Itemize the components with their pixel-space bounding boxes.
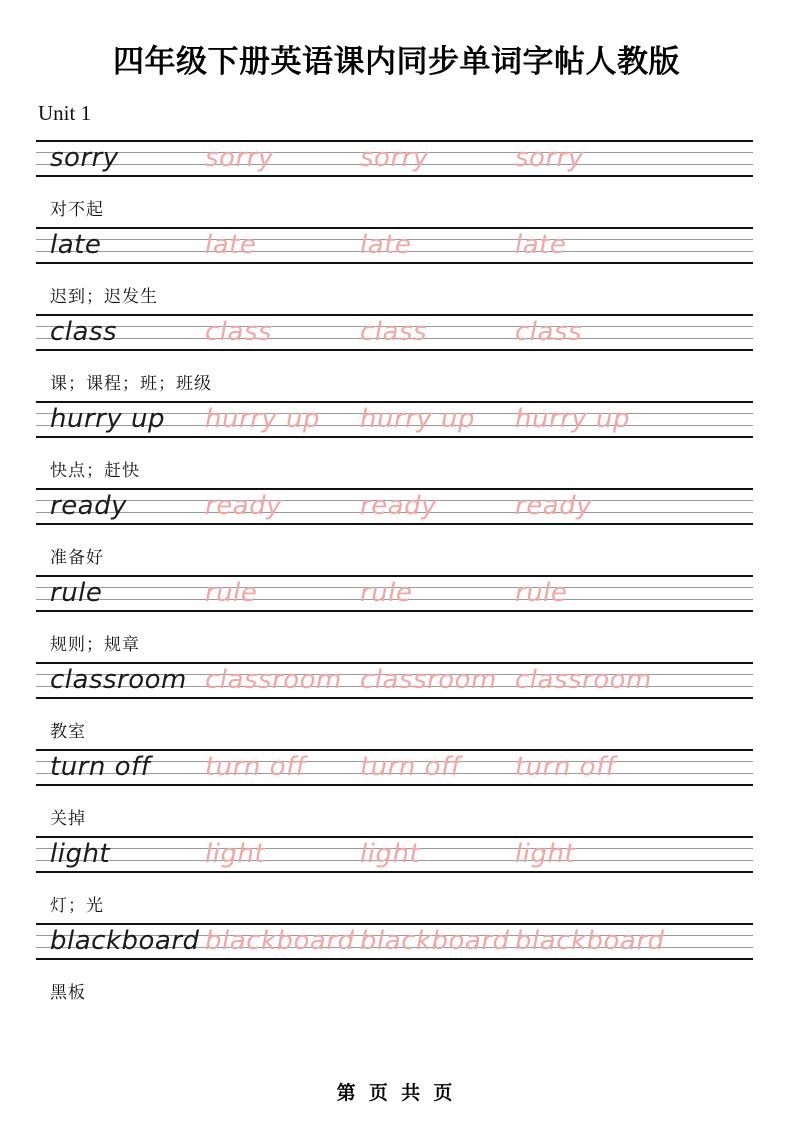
- word-trace-copy: hurry up: [360, 404, 475, 434]
- word-trace-copy: classroom: [360, 665, 497, 695]
- word-row: [36, 314, 753, 401]
- writing-guide-lines: [36, 662, 753, 699]
- word-meaning: 课；课程；班；班级: [50, 374, 212, 393]
- writing-guide-lines: [36, 575, 753, 612]
- word-trace-copy: late: [205, 230, 257, 260]
- word-row: [36, 401, 753, 488]
- word-trace-copy: ready: [205, 491, 283, 521]
- writing-guide-lines: [36, 923, 753, 960]
- word-meaning: 关掉: [50, 809, 86, 828]
- word-trace-copy: classroom: [515, 665, 652, 695]
- unit-label: Unit 1: [38, 101, 92, 125]
- word-row: [36, 662, 753, 749]
- word-row: [36, 140, 753, 227]
- word-trace-copy: turn off: [360, 752, 461, 782]
- word-trace-copy: sorry: [360, 143, 429, 173]
- word-trace-copy: light: [360, 839, 421, 869]
- word-meaning: 规则；规章: [50, 635, 140, 654]
- word-black: late: [50, 230, 102, 260]
- word-trace-copy: class: [360, 317, 428, 347]
- word-row: [36, 836, 753, 923]
- word-trace-copy: turn off: [515, 752, 616, 782]
- word-trace-copy: late: [515, 230, 567, 260]
- word-trace-copy: ready: [360, 491, 438, 521]
- word-black: turn off: [50, 752, 151, 782]
- word-meaning: 教室: [50, 722, 86, 741]
- word-trace-copy: rule: [360, 578, 413, 608]
- word-rows: [36, 140, 753, 1010]
- word-black: blackboard: [50, 926, 200, 956]
- word-trace-copy: sorry: [205, 143, 274, 173]
- writing-guide-lines: [36, 314, 753, 351]
- word-meaning: 准备好: [50, 548, 104, 567]
- word-trace-copy: blackboard: [205, 926, 355, 956]
- word-meaning: 快点；赶快: [50, 461, 140, 480]
- word-black: rule: [50, 578, 103, 608]
- writing-guide-lines: [36, 140, 753, 177]
- word-trace-copy: rule: [515, 578, 568, 608]
- word-trace-copy: blackboard: [515, 926, 665, 956]
- word-row: [36, 488, 753, 575]
- word-trace-copy: hurry up: [515, 404, 630, 434]
- word-trace-copy: light: [515, 839, 576, 869]
- writing-guide-lines: [36, 227, 753, 264]
- word-trace-copy: light: [205, 839, 266, 869]
- word-trace-copy: blackboard: [360, 926, 510, 956]
- word-trace-copy: late: [360, 230, 412, 260]
- word-trace-copy: rule: [205, 578, 258, 608]
- writing-guide-lines: [36, 401, 753, 438]
- word-black: hurry up: [50, 404, 165, 434]
- word-black: class: [50, 317, 118, 347]
- word-trace-copy: hurry up: [205, 404, 320, 434]
- writing-guide-lines: [36, 488, 753, 525]
- word-black: light: [50, 839, 111, 869]
- word-meaning: 对不起: [50, 200, 104, 219]
- writing-guide-lines: [36, 836, 753, 873]
- word-row: [36, 749, 753, 836]
- word-row: [36, 575, 753, 662]
- page-footer: 第 页 共 页: [336, 1083, 457, 1104]
- word-trace-copy: turn off: [205, 752, 306, 782]
- word-row: [36, 227, 753, 314]
- word-meaning: 黑板: [50, 983, 86, 1002]
- word-trace-copy: class: [515, 317, 583, 347]
- word-black: ready: [50, 491, 128, 521]
- word-black: classroom: [50, 665, 187, 695]
- writing-guide-lines: [36, 749, 753, 786]
- word-row: [36, 923, 753, 1010]
- word-trace-copy: sorry: [515, 143, 584, 173]
- word-trace-copy: classroom: [205, 665, 342, 695]
- word-black: sorry: [50, 143, 119, 173]
- word-meaning: 灯；光: [50, 896, 104, 915]
- word-meaning: 迟到；迟发生: [50, 287, 158, 306]
- page-title: 四年级下册英语课内同步单词字帖人教版: [113, 44, 680, 79]
- word-trace-copy: ready: [515, 491, 593, 521]
- word-trace-copy: class: [205, 317, 273, 347]
